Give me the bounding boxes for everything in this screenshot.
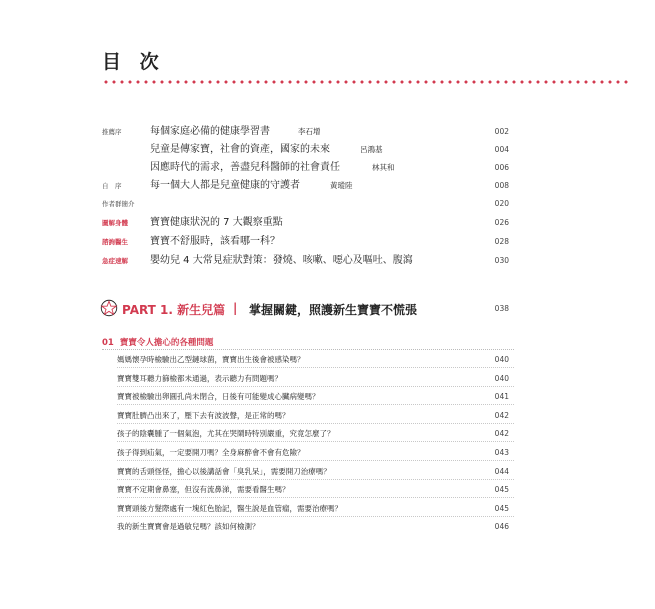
toc-entry [0,253,655,269]
question-text: 孩子的陰囊腫了一個氣泡，尤其在哭鬧時特別嚴重，究竟怎麼了？ [117,429,335,439]
dotted-rule [117,423,514,424]
entry-category-label: 急症速解 [102,257,128,265]
part-page-number: 038 [494,304,509,313]
question-entry [0,371,655,387]
question-page-number: 046 [494,522,509,532]
question-text: 孩子得到疝氣，一定要開刀嗎？全身麻醉會不會有危險？ [117,448,305,457]
dotted-rule [117,367,514,368]
question-entry [0,464,655,480]
question-entry [0,519,655,535]
question-page-number: 043 [494,448,509,457]
dotted-divider [102,80,632,84]
entry-category-label: 推薦序 [102,128,122,136]
toc-entry [0,160,655,176]
question-entry [0,482,655,498]
question-entry [0,426,655,442]
question-page-number: 042 [494,429,509,439]
entry-title: 寶寶健康狀況的 7 大觀察重點 [150,217,283,228]
entry-author: 黃瑽陸 [330,181,353,190]
dotted-rule [117,441,514,442]
question-page-number: 041 [494,392,509,402]
entry-page-number: 006 [494,163,509,172]
entry-author: 林其和 [372,163,395,172]
section-heading [102,336,213,348]
entry-page-number: 008 [494,181,509,190]
dotted-rule [117,460,514,461]
part-divider: | [233,301,238,315]
question-page-number: 044 [494,466,509,476]
dotted-rule [117,479,514,480]
question-text: 寶寶雙耳聽力篩檢都未通過，表示聽力有問題嗎？ [117,373,282,383]
dotted-rule [117,386,514,387]
question-entry [0,445,655,461]
section-number: 01 [102,338,114,348]
question-text: 寶寶的舌頭怪怪，擔心以後講話會「臭乳呆」，需要開刀治療嗎？ [117,466,331,476]
toc-entry [0,196,655,212]
star-icon [100,299,118,317]
entry-title: 每個家庭必備的健康學習書 [150,126,270,137]
question-entry [0,501,655,517]
entry-page-number: 002 [494,127,509,136]
entry-author: 呂鴻基 [360,145,383,154]
toc-entry [0,234,655,250]
question-text: 寶寶肚臍凸出來了，壓下去有波波聲，是正常的嗎？ [117,410,290,420]
entry-page-number: 030 [494,256,509,265]
question-text: 寶寶被檢驗出卵圓孔尚未閉合，日後有可能變成心臟病變嗎？ [117,392,320,402]
question-entry [0,389,655,405]
entry-author: 李石增 [298,127,321,136]
question-text: 寶寶頭後方髮際處有一塊紅色胎記，醫生說是血管瘤，需要治療嗎？ [117,503,342,513]
entry-page-number: 028 [494,237,509,246]
question-entry [0,408,655,424]
entry-page-number: 004 [494,145,509,154]
toc-entry [0,178,655,194]
section-rule [102,349,514,350]
entry-category-label: 作者群簡介 [102,200,135,208]
part-title: PART 1. 新生兒篇 [122,303,226,317]
entry-category-label: 諮詢醫生 [102,238,128,246]
question-page-number: 040 [494,373,509,383]
toc-entry [0,215,655,231]
question-text: 媽媽懷孕時檢驗出乙型鏈球菌，寶寶出生後會被感染嗎？ [117,355,305,364]
question-text: 我的新生寶寶會是過敏兒嗎？該如何檢測？ [117,522,260,532]
dotted-rule [117,516,514,517]
dotted-rule [117,404,514,405]
dotted-rule [117,497,514,498]
entry-title: 寶寶不舒服時，該看哪一科？ [150,236,280,247]
toc-entry [0,124,655,140]
entry-page-number: 020 [494,199,509,208]
page-title: 目 次 [102,51,165,73]
section-title: 寶寶令人擔心的各種問題 [119,338,214,348]
question-page-number: 045 [494,503,509,513]
question-entry [0,352,655,368]
entry-page-number: 026 [494,218,509,227]
entry-category-label: 圖解身體 [102,219,128,227]
entry-title: 因應時代的需求，善盡兒科醫師的社會責任 [150,162,340,173]
entry-title: 兒童是傳家寶，社會的資產，國家的未來 [150,144,330,155]
question-page-number: 042 [494,410,509,420]
question-page-number: 040 [494,355,509,364]
entry-category-label: 自 序 [102,182,122,190]
part-heading [100,298,640,322]
toc-entry [0,142,655,158]
entry-title: 嬰幼兒 4 大常見症狀對策：發燒、咳嗽、噁心及嘔吐、腹瀉 [150,255,413,266]
question-page-number: 045 [494,485,509,495]
question-text: 寶寶不定期會鼻塞，但沒有流鼻涕，需要看醫生嗎？ [117,485,290,495]
part-subtitle: 掌握關鍵，照護新生寶寶不慌張 [249,303,418,317]
entry-title: 每一個大人都是兒童健康的守護者 [150,180,300,191]
